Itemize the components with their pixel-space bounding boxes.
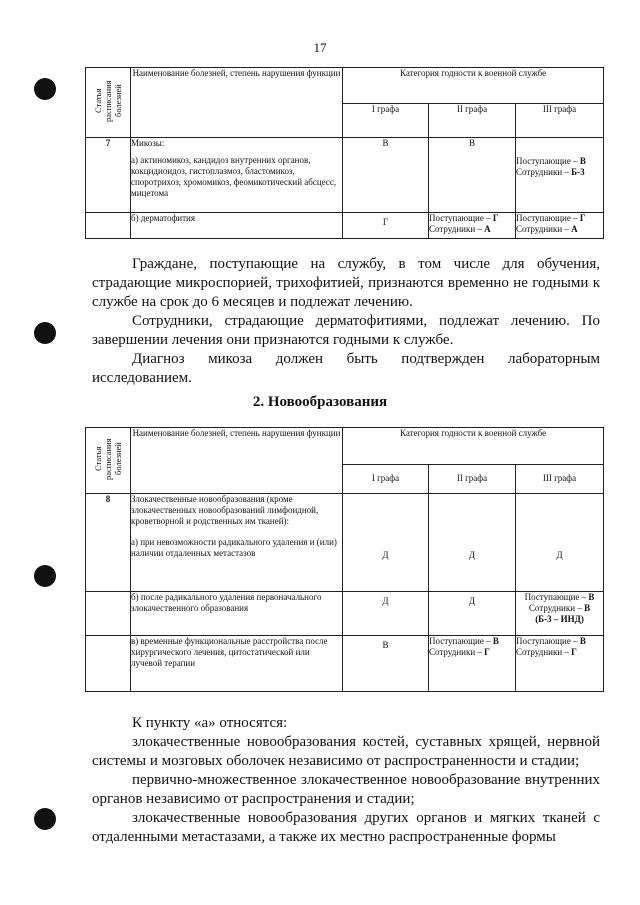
disease-row-a: а) актиномикоз, кандидоз внутренних органов, кокцидиоидоз, гистоплазмоз, бластомикоз, споротрихоз, хромомикоз, феомикотический абсцесс, мицетома	[131, 155, 337, 198]
paragraph: Диагноз микоза должен быть подтвержден лабораторным исследованием.	[92, 351, 600, 386]
punch-hole	[34, 808, 56, 830]
category-g2: Д	[429, 592, 516, 636]
category-g2: В	[429, 138, 516, 213]
category-g3: Поступающие – Г Сотрудники – А	[516, 213, 604, 239]
article-number: 8	[86, 494, 131, 592]
paragraph: Сотрудники, страдающие дерматофитиями, подлежат лечению. По завершении лечения они признаются годными к службе.	[92, 313, 600, 348]
section-title: 2. Новообразования	[252, 394, 388, 410]
category-g3: Д	[516, 494, 604, 592]
header-col1: I графа	[343, 104, 429, 138]
category-g2: Д	[429, 494, 516, 592]
category-g2: Поступающие – В Сотрудники – Г	[429, 636, 516, 692]
disease-cell	[131, 494, 343, 592]
disease-cell	[131, 138, 343, 213]
article-number: 7	[86, 138, 131, 213]
disease-row-c: в) временные функциональные расстройства после хирургического лечения, цитостатической или лучевой терапии	[131, 636, 343, 692]
category-g1: В	[343, 138, 429, 213]
header-disease: Наименование болезней, степень нарушения функции	[131, 428, 343, 494]
paragraph: первично-множественное злокачественное новообразование внутренних органов независимо от распространения и стадии;	[92, 772, 600, 807]
paragraph: злокачественные новообразования других органов и мягких тканей с отдаленными метастазами, а также их местно распространенные формы	[92, 810, 600, 845]
category-g2: Поступающие – Г Сотрудники – А	[429, 213, 516, 239]
header-col3: III графа	[516, 104, 604, 138]
paragraph: Граждане, поступающие на службу, в том числе для обучения, страдающие микроспорией, трихофитией, признаются временно не годными к службе на срок до 6 месяцев и подлежат лечению.	[92, 256, 600, 310]
header-article: Статья расписания болезней	[86, 68, 131, 138]
header-col3: III графа	[516, 465, 604, 494]
category-g3: Поступающие – В Сотрудники – В (Б-3 – ИНД)	[516, 592, 604, 636]
header-col1: I графа	[343, 465, 429, 494]
disease-row-b: б) после радикального удаления первоначального злокачественного образования	[131, 592, 343, 636]
punch-hole	[34, 78, 56, 100]
disease-title: Злокачественные новообразования (кроме злокачественных новообразований лимфоидной, кроветворной и родственных им тканей):	[131, 494, 319, 526]
header-col2: II графа	[429, 465, 516, 494]
punch-hole	[34, 322, 56, 344]
category-g1: Д	[343, 494, 429, 592]
paragraph: злокачественные новообразования костей, суставных хрящей, нервной системы и мозговых оболочек независимо от распространенности и стадии;	[92, 734, 600, 769]
category-g1: Д	[343, 592, 429, 636]
category-g1: В	[343, 636, 429, 692]
punch-hole	[34, 565, 56, 587]
paragraph: К пункту «а» относятся:	[132, 715, 288, 731]
header-disease: Наименование болезней, степень нарушения функции	[131, 68, 343, 138]
category-g1: Г	[343, 213, 429, 239]
category-g3: Поступающие – В Сотрудники – Г	[516, 636, 604, 692]
header-col2: II графа	[429, 104, 516, 138]
disease-row-b: б) дерматофития	[131, 213, 343, 239]
header-article: Статья расписания болезней	[86, 428, 131, 494]
disease-title: Микозы:	[131, 138, 165, 148]
disease-row-a: а) при невозможности радикального удаления и (или) наличии отдаленных метастазов	[131, 537, 337, 558]
category-g3: Поступающие – В Сотрудники – Б-3	[516, 138, 604, 213]
header-category: Категория годности к военной службе	[343, 428, 604, 465]
table-neoplasms	[85, 427, 604, 692]
header-category: Категория годности к военной службе	[343, 68, 604, 104]
table-mycoses	[85, 67, 604, 239]
page-number: 17	[313, 40, 327, 55]
